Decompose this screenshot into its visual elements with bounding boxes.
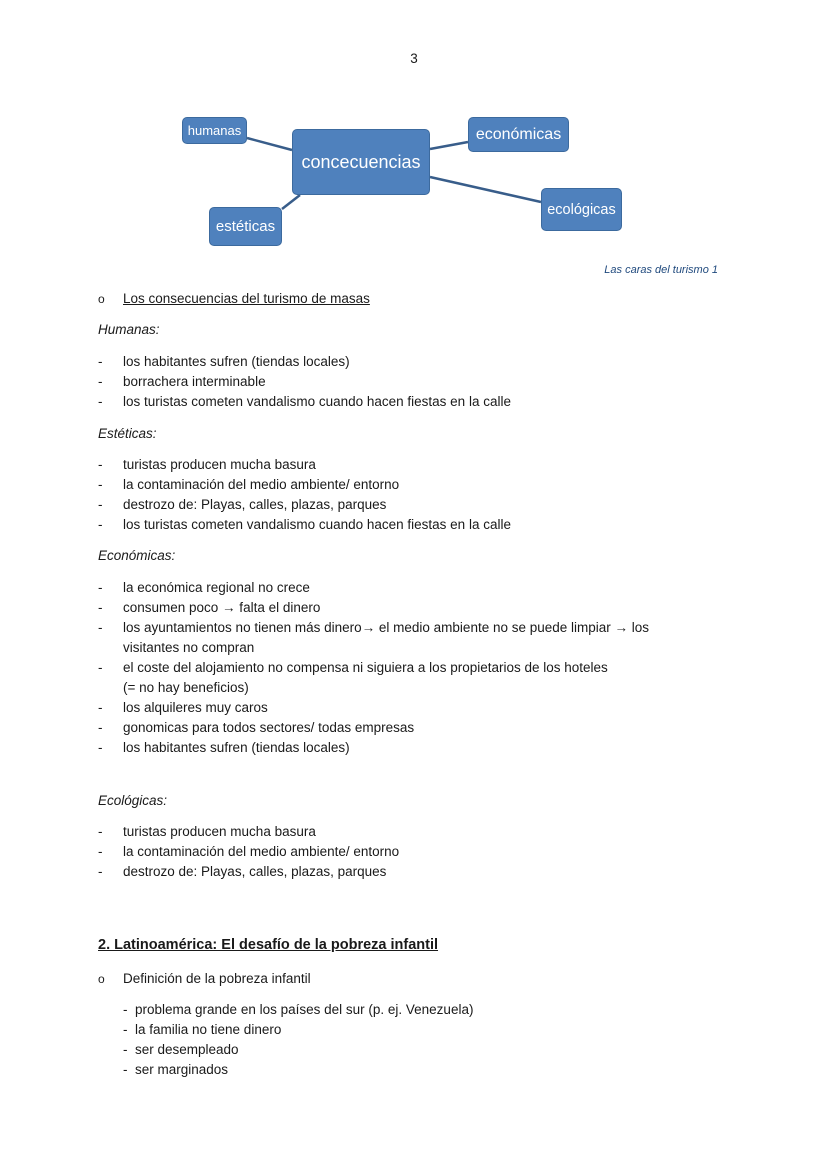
list-item: los habitantes sufren (tiendas locales) — [123, 740, 350, 755]
node-economicas: económicas — [468, 117, 569, 152]
list-item: los turistas cometen vandalismo cuando hacen fiestas en la calle — [123, 517, 511, 532]
list-item: turistas producen mucha basura — [123, 824, 316, 839]
connector-ecologicas — [430, 177, 541, 202]
dash: - — [98, 497, 103, 512]
dash: - — [98, 580, 103, 595]
list-item-continuation: (= no hay beneficios) — [123, 680, 249, 695]
esteticas-heading: Estéticas: — [98, 426, 157, 441]
ecologicas-heading: Ecológicas: — [98, 793, 168, 808]
humanas-heading: Humanas: — [98, 322, 160, 337]
node-concecuencias: concecuencias — [292, 129, 430, 195]
dash: - — [98, 700, 103, 715]
list-item: destrozo de: Playas, calles, plazas, parques — [123, 497, 387, 512]
list-item: ser desempleado — [135, 1042, 239, 1057]
dash: - — [98, 394, 103, 409]
section1-title: Los consecuencias del turismo de masas — [123, 291, 370, 306]
list-item: borrachera interminable — [123, 374, 266, 389]
list-item: los ayuntamientos no tienen más dinero→ el medio ambiente no se puede limpiar → los — [123, 620, 650, 635]
dash: - — [98, 864, 103, 879]
dash: - — [98, 600, 103, 615]
economicas-heading: Económicas: — [98, 548, 176, 563]
list-item: la contaminación del medio ambiente/ entorno — [123, 844, 400, 859]
list-item: ser marginados — [135, 1062, 229, 1077]
dash: - — [123, 1062, 128, 1077]
section2-bullet: o — [98, 972, 105, 986]
dash: - — [98, 517, 103, 532]
node-ecologicas: ecológicas — [541, 188, 622, 231]
list-item: el coste del alojamiento no compensa ni siguiera a los propietarios de los hoteles — [123, 660, 608, 675]
list-item: la contaminación del medio ambiente/ entorno — [123, 477, 400, 492]
list-item-continuation: visitantes no compran — [123, 640, 255, 655]
dash: - — [123, 1002, 128, 1017]
section2-title: 2. Latinoamérica: El desafío de la pobreza infantil — [98, 937, 439, 953]
section1-bullet: o — [98, 292, 105, 306]
connector-esteticas — [282, 195, 300, 209]
dash: - — [123, 1022, 128, 1037]
node-esteticas: estéticas — [209, 207, 282, 246]
dash: - — [98, 354, 103, 369]
list-item: gonomicas para todos sectores/ todas empresas — [123, 720, 415, 735]
dash: - — [98, 477, 103, 492]
dash: - — [98, 720, 103, 735]
page-number: 3 — [410, 51, 418, 66]
dash: - — [98, 660, 103, 675]
list-item: turistas producen mucha basura — [123, 457, 316, 472]
dash: - — [98, 620, 103, 635]
list-item: consumen poco → falta el dinero — [123, 600, 321, 615]
node-humanas: humanas — [182, 117, 247, 144]
dash: - — [98, 374, 103, 389]
diagram-caption: Las caras del turismo 1 — [604, 264, 718, 276]
list-item: los turistas cometen vandalismo cuando hacen fiestas en la calle — [123, 394, 511, 409]
section2-subtitle: Definición de la pobreza infantil — [123, 971, 311, 986]
list-item: destrozo de: Playas, calles, plazas, parques — [123, 864, 387, 879]
dash: - — [98, 457, 103, 472]
connector-humanas — [247, 138, 292, 150]
dash: - — [98, 824, 103, 839]
list-item: la económica regional no crece — [123, 580, 310, 595]
connector-economicas — [430, 142, 468, 149]
list-item: la familia no tiene dinero — [135, 1022, 282, 1037]
dash: - — [98, 740, 103, 755]
list-item: los alquileres muy caros — [123, 700, 268, 715]
dash: - — [123, 1042, 128, 1057]
list-item: problema grande en los países del sur (p. ej. Venezuela) — [135, 1002, 474, 1017]
list-item: los habitantes sufren (tiendas locales) — [123, 354, 350, 369]
dash: - — [98, 844, 103, 859]
